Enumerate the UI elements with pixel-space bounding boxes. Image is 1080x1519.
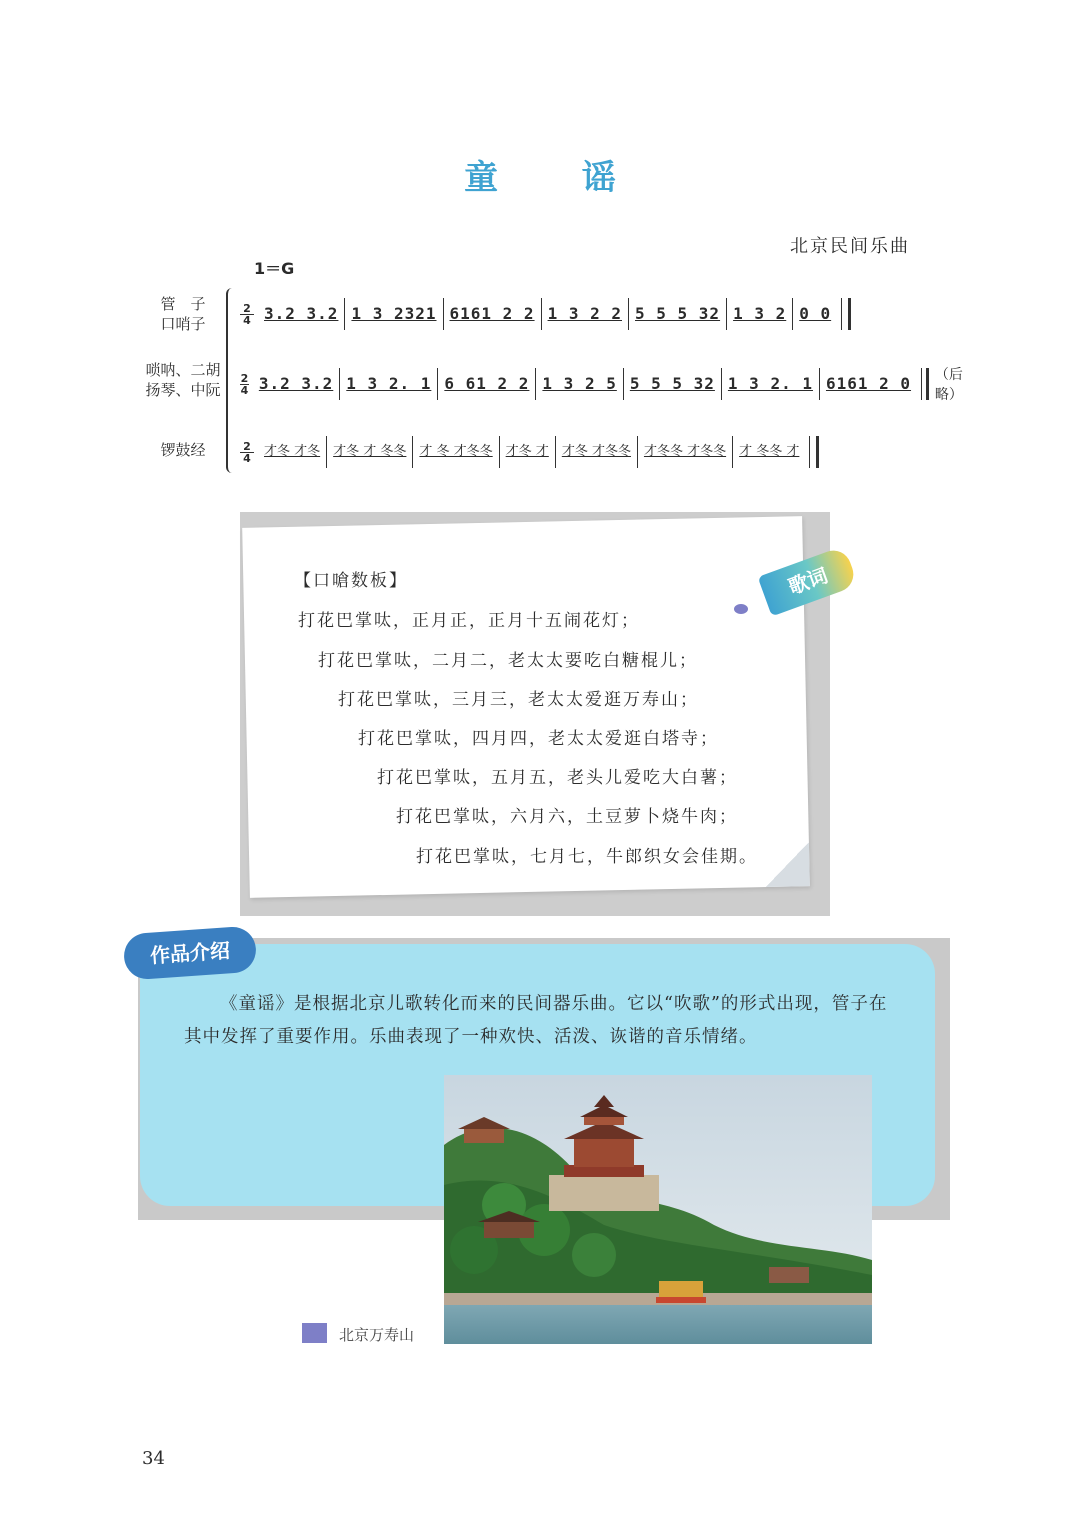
photo-caption: 北京万寿山 xyxy=(339,1326,415,1344)
measure: 1 3 2 xyxy=(726,298,792,330)
staff-row xyxy=(240,366,970,402)
staff-row xyxy=(240,434,819,470)
lyrics-line: 打花巴掌呔，五月五，老头儿爱吃大白薯； xyxy=(377,768,738,788)
instrument-label: 唢呐、二胡 扬琴、中阮 xyxy=(145,361,221,399)
measure: 才冬 才冬冬 xyxy=(555,436,637,468)
instrument-label: 锣鼓经 xyxy=(160,441,206,459)
measure: 1 3 2. 1 xyxy=(721,368,819,400)
end-barline xyxy=(841,298,851,330)
page-number: 34 xyxy=(142,1448,165,1469)
lyrics-line: 打花巴掌呔，正月正，正月十五闹花灯； xyxy=(298,611,640,631)
lyrics-line: 打花巴掌呔，七月七，牛郎织女会佳期。 xyxy=(416,847,758,867)
lyrics-heading: 【口嗆数板】 xyxy=(294,571,408,591)
end-barline xyxy=(809,436,819,468)
music-source: 北京民间乐曲 xyxy=(790,236,910,257)
tag-tip xyxy=(734,604,748,614)
measure: 0 0 xyxy=(792,298,837,330)
lyrics-line: 打花巴掌呔，六月六，土豆萝卜烧牛肉； xyxy=(396,807,738,827)
measure: 3.2 3.2 xyxy=(264,304,339,323)
measure: 才 冬 才冬冬 xyxy=(412,436,498,468)
measure: 才冬冬 才冬冬 xyxy=(637,436,732,468)
music-score xyxy=(138,288,963,473)
lyrics-line: 打花巴掌呔，三月三，老太太爱逛万寿山； xyxy=(338,690,699,710)
measure: 6 61 2 2 xyxy=(437,368,535,400)
lyrics-tag: 歌词 xyxy=(758,546,859,617)
measure: 6161 2 0 xyxy=(819,368,917,400)
key-signature: 1＝G xyxy=(254,259,295,278)
measure: 1 3 2 2 xyxy=(541,298,628,330)
instrument-label: 管 子 口哨子 xyxy=(160,295,206,333)
measure: 5 5 5 32 xyxy=(628,298,726,330)
measure: 才冬 才 xyxy=(499,436,555,468)
measure: 5 5 5 32 xyxy=(623,368,721,400)
intro-text: 《童谣》是根据北京儿歌转化而来的民间器乐曲。它以“吹歌”的形式出现，管子在其中发挥了重要作用。乐曲表现了一种欢快、活泼、诙谐的音乐情绪。 xyxy=(184,994,888,1047)
time-signature: 2 4 xyxy=(240,441,254,464)
measure: 才冬 才冬 xyxy=(264,444,321,459)
page-title: 童 谣 xyxy=(464,158,652,198)
measure: 1 3 2. 1 xyxy=(339,368,437,400)
measure: 1 3 2321 xyxy=(344,298,442,330)
omitted-note: （后略） xyxy=(934,367,963,403)
end-barline xyxy=(921,368,929,400)
score-brace xyxy=(226,288,240,473)
wanshoushan-photo xyxy=(444,1075,872,1344)
lyrics-line: 打花巴掌呔，四月四，老太太爱逛白塔寺； xyxy=(358,729,719,749)
measure: 1 3 2 5 xyxy=(535,368,622,400)
caption-marker xyxy=(302,1323,327,1343)
staff-row xyxy=(240,296,851,332)
measure: 3.2 3.2 xyxy=(258,374,334,393)
time-signature: 2 4 xyxy=(240,371,249,397)
measure: 才冬 才 冬冬 xyxy=(326,436,412,468)
lyrics-line: 打花巴掌呔，二月二，老太太要吃白糖棍儿； xyxy=(318,651,698,671)
measure: 才 冬冬 才 xyxy=(732,436,805,468)
measure: 6161 2 2 xyxy=(443,298,541,330)
time-signature: 2 4 xyxy=(240,303,254,326)
intro-badge: 作品介绍 xyxy=(123,925,258,980)
